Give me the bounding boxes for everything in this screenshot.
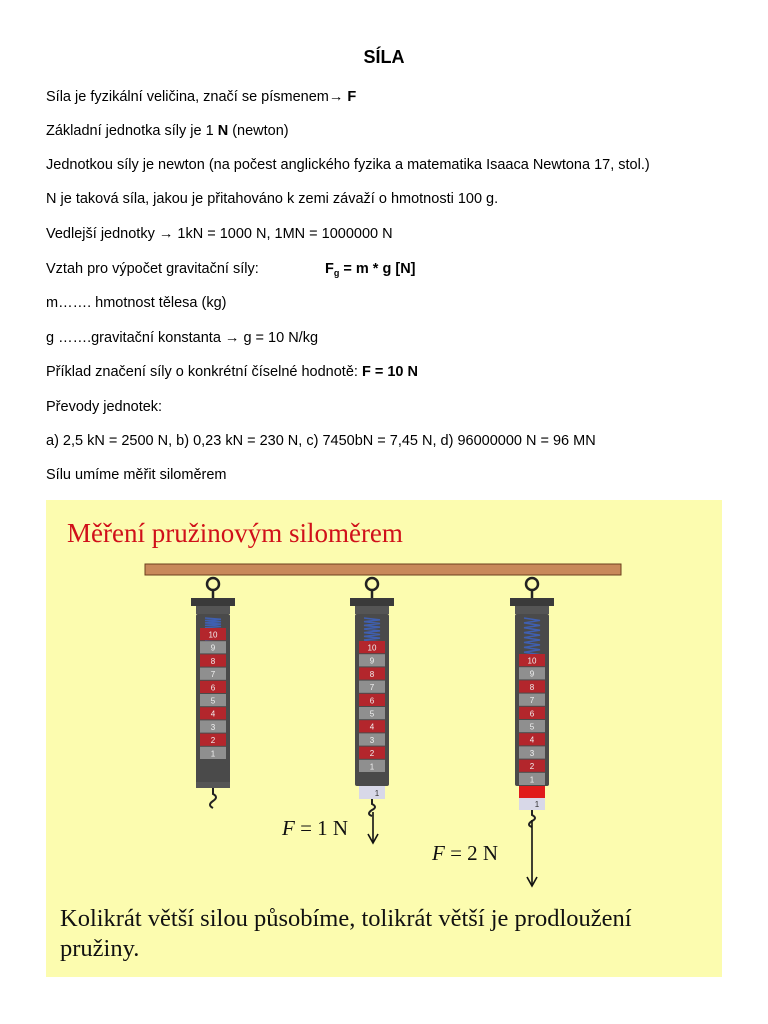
scale-number: 8 [529,682,535,692]
spring-scale-1 [191,578,235,808]
scale-number: 8 [369,669,375,679]
base-unit-text-b: (newton) [228,123,289,139]
scale-number: 3 [529,748,535,758]
hanging-beam [145,564,621,575]
extension-band-red [519,786,545,798]
scale-hook [210,788,216,808]
spring-scale-3 [510,578,554,827]
force-label-1-var: F [282,816,295,840]
scale-number: 7 [369,683,375,693]
scale-number: 3 [210,722,216,732]
figure-caption: Kolikrát větší silou působíme, tolikrát větší je prodloužení pružiny. [60,905,632,962]
extension-band [359,786,385,799]
scale-number: 1 [210,749,216,759]
scale-number: 5 [210,696,216,706]
gravity-label: Vztah pro výpočet gravitační síly: [46,261,259,277]
conversions-heading: Převody jednotek: [46,399,163,415]
hanging-ring [366,578,378,590]
example-text: Příklad značení síly o konkrétní číselné hodnotě: [46,364,362,380]
force-label-2-rest: = 2 N [444,841,499,865]
definition-line [46,89,356,105]
spring-scale-figure [46,500,722,977]
scale-number: 8 [210,656,216,666]
force-label-1-rest: = 1 N [294,816,349,840]
scale-number: 9 [529,669,535,679]
force-symbol: F [347,89,357,105]
scale-number: 2 [529,762,535,772]
measurement-line: Sílu umíme měřit siloměrem [46,467,227,483]
secondary-units-line: Vedlejší jednotky → 1kN = 1000 N, 1MN = 1000000 N [46,226,393,242]
base-unit-line [46,123,289,139]
formula-rest: = m * g [N] [339,261,416,277]
force-label-2 [432,841,498,866]
newton-line: Jednotkou síly je newton (na počest anglického fyzika a matematika Isaaca Newtona 17, stol.) [46,157,650,173]
scale-number: 2 [210,736,216,746]
scale-number: 5 [529,722,535,732]
scale-number: 10 [527,656,537,666]
force-label-2-var: F [432,841,445,865]
conversions-line: a) 2,5 kN = 2500 N, b) 0,23 kN = 230 N, c) 7450bN = 7,45 N, d) 96000000 N = 96 MN [46,433,596,449]
hanging-ring [526,578,538,590]
scale-number: 1 [369,762,375,772]
formula-subscript: g [333,268,340,278]
extension-band [519,798,545,810]
mass-line: m……. hmotnost tělesa (kg) [46,295,227,311]
figure-title: Měření pružinovým siloměrem [67,518,403,548]
definition-text: Síla je fyzikální veličina, značí se písmenem→ [46,89,348,105]
hanging-ring [207,578,219,590]
scale-number: 7 [529,696,535,706]
scale-number: 4 [369,722,375,732]
base-unit-text-a: Základní jednotka síly je 1 [46,123,218,139]
example-line [46,364,418,380]
scale-hook [369,799,375,816]
force-arrow-1 [368,812,378,843]
example-value: F = 10 N [361,364,418,380]
scale-number: 5 [369,709,375,719]
scale-number: 10 [367,643,377,653]
scale-number: 1 [529,775,535,785]
scale-number: 7 [210,670,216,680]
scale-number: 9 [369,656,375,666]
scale-number: 2 [369,749,375,759]
scale-number: 10 [208,630,218,640]
base-unit-symbol: N [217,123,229,139]
scale-number: 4 [210,709,216,719]
formula-f: F [325,261,334,277]
newton-definition-line: N je taková síla, jakou je přitahováno k zemi závaží o hmotnosti 100 g. [46,191,499,207]
force-arrow-2 [527,820,537,886]
scale-number: 6 [210,683,216,693]
scale-number: 4 [529,735,535,745]
gravity-constant-line: g …….gravitační konstanta → g = 10 N/kg [46,330,319,346]
scale-cap [510,598,554,606]
spring-scale-2 [350,578,394,816]
force-label-1 [282,816,348,841]
spring-scale-apparatus [46,500,722,900]
scale-number: 1 [534,800,540,809]
scale-number: 9 [210,643,216,653]
scale-number: 3 [369,735,375,745]
page-title: SÍLA [363,47,405,67]
scale-number: 1 [374,789,380,798]
gravity-formula [325,261,416,278]
scale-number: 6 [369,696,375,706]
scale-cap [350,598,394,606]
scale-cap [191,598,235,606]
scale-number: 6 [529,709,535,719]
